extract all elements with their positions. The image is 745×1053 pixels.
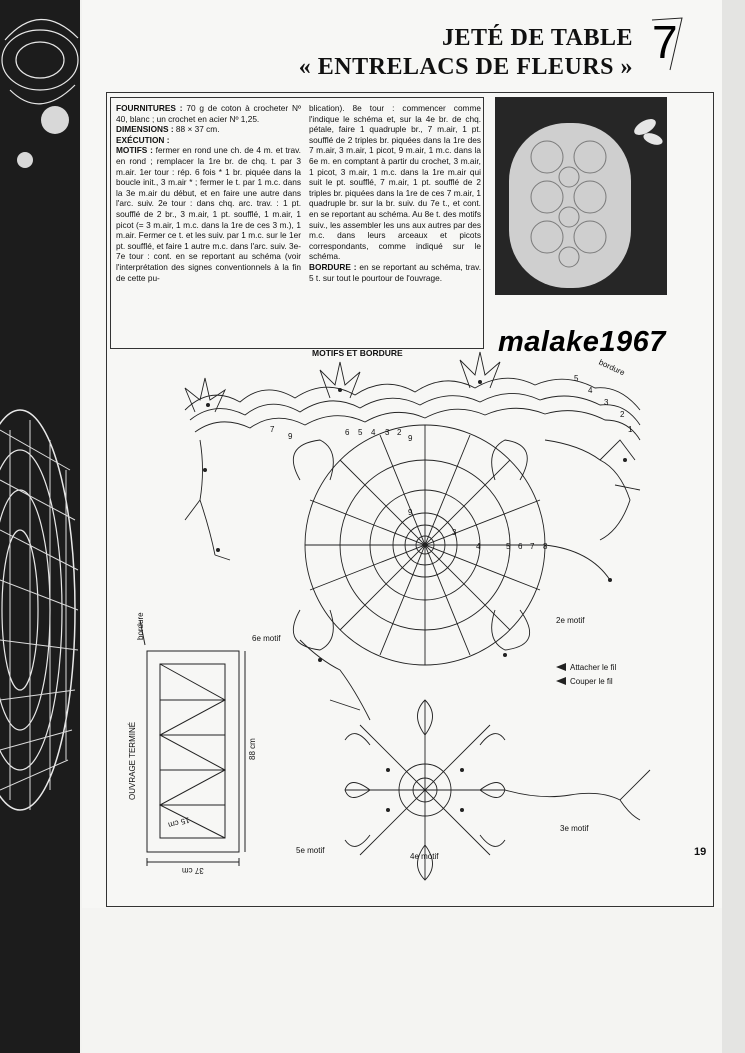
dimensions-label: DIMENSIONS : <box>116 124 174 135</box>
fournitures-text: 70 g de coton à crocheter Nº 40, blanc ; un crochet en acier Nº 1,25. <box>116 103 301 124</box>
plan-width-label: 37 cm <box>182 866 204 875</box>
plan-bordure-label: bordure <box>136 612 145 640</box>
title-line-1: JETÉ DE TABLE <box>441 25 633 51</box>
section-number: 7 <box>652 16 678 68</box>
motif-row-left-2: 2 <box>397 428 402 437</box>
doily-photo <box>0 0 80 1053</box>
border-row-5: 5 <box>574 374 579 383</box>
bordure-label-chart: bordure <box>597 357 627 378</box>
motif-2-label: 2e motif <box>556 616 585 625</box>
motif-row-left-4: 4 <box>371 428 376 437</box>
motif-row-right-4: 4 <box>476 542 481 551</box>
section-number-mark <box>650 14 686 74</box>
title-line-2: « ENTRELACS DE FLEURS » <box>298 54 633 80</box>
page-number: 19 <box>694 846 707 858</box>
motif-6-label: 6e motif <box>252 634 281 643</box>
motif-row-right-8: 8 <box>543 542 548 551</box>
page-edge <box>722 0 745 1053</box>
page-bottom-margin <box>82 908 722 1053</box>
motif-4-label: 4e motif <box>410 852 439 861</box>
legend-attach-thread: Attacher le fil <box>570 663 617 672</box>
motif-row-top-9b: 9 <box>408 434 413 443</box>
left-photo-strip <box>0 0 80 1053</box>
fournitures-label: FOURNITURES : <box>116 103 183 113</box>
border-row-4: 4 <box>588 386 593 395</box>
instructions-column-2 <box>309 103 481 283</box>
bordure-label: BORDURE : <box>309 261 357 272</box>
motif-5-label: 5e motif <box>296 846 325 855</box>
motif-row-right-3: 3 <box>452 528 457 537</box>
motif-row-left-5: 5 <box>358 428 363 437</box>
motif-row-top-9c: 9 <box>408 508 413 517</box>
tablecloth-photo <box>495 97 667 295</box>
diagram-title: MOTIFS ET BORDURE <box>312 348 403 358</box>
motif-row-right-5: 5 <box>506 542 511 551</box>
page-title <box>299 24 633 82</box>
motif-row-left-7: 7 <box>270 425 275 434</box>
dimensions-text: 88 × 37 cm. <box>173 124 220 135</box>
motifs-label: MOTIFS : <box>116 145 153 156</box>
tablecloth-photo-image <box>495 97 667 295</box>
border-row-3: 3 <box>604 398 609 407</box>
motif-row-left-3: 3 <box>385 428 390 437</box>
plan-motif-size-label: 15 cm <box>167 815 191 830</box>
motifs-continued-text: blication). 8e tour : commencer comme l'indique le schéma et, sur la 4e br. de chq. pétale, faire 1 quadruple br., 7 m.air, 1 pt. soufflé de 2 triples br. piquées dans la 1re des 7 m.air, 3 m.air, 1 picot, 9 m.air, 1 m.c. dans la 6e m. en comptant à partir du crochet, 3 m.air, 1 picot, 3 m.air, 1 m.c. dans la 1re m.air qui suit le pt. soufflé, 7 m.air, 1 pt. soufflé de 2 triples br. piquées dans la 1re de ces 7 m.air, 1 quadruple br. sur la br. suiv. du 7e t., et cont. en se reportant au schéma. Au 8e t. des motifs suiv., les assembler les uns aux autres par des m.c. dans leurs arceaux et picots correspondants, comme indiqué sur le schéma. <box>309 103 481 262</box>
motif-row-top-9a: 9 <box>288 432 293 441</box>
motif-row-right-7: 7 <box>530 542 535 551</box>
motif-row-right-6: 6 <box>518 542 523 551</box>
instructions-column-1 <box>116 103 301 283</box>
execution-label: EXÉCUTION : <box>116 134 170 145</box>
plan-height-label: 88 cm <box>248 738 257 760</box>
bordure-text: en se reportant au schéma, trav. 5 t. sur tout le pourtour de l'ouvrage. <box>309 261 482 283</box>
border-row-2: 2 <box>620 410 625 419</box>
motif-3-label: 3e motif <box>560 824 589 833</box>
border-row-1: 1 <box>628 425 633 434</box>
plan-finished-label: OUVRAGE TERMINÉ <box>128 721 137 800</box>
watermark: malake1967 <box>498 326 666 358</box>
motifs-text: fermer en rond une ch. de 4 m. et trav. en rond ; remplacer la 1re br. de chq. t. par 3 m.air. 1er tour : rép. 6 fois * 1 br. piquée dans la boucle init., 3 m.air * ; fermer le t. par 1 m.c. dans la 3e m.air du début, et en faire une autre dans l'arc. suiv. 2e tour : dans chq. arc. trav. : 1 pt. soufflé de 2 br., 3 m.air, 1 pt. soufflé, 1 m.air, 1 picot (= 3 m.air, 1 m.c. dans la 1re de ces 3 m.), 1 m.air. Fermer ce t. et les suiv. par 1 m.c. sur le 1er pt. soufflé, et faire 1 autre m.c. dans l'arc. suiv. 3e-7e tour : cont. en se reportant au schéma (voir l'interprétation des signes conventionnels à la fin de cette pu- <box>116 145 301 283</box>
legend-cut-thread: Couper le fil <box>570 677 613 686</box>
motif-row-left-6: 6 <box>345 428 350 437</box>
